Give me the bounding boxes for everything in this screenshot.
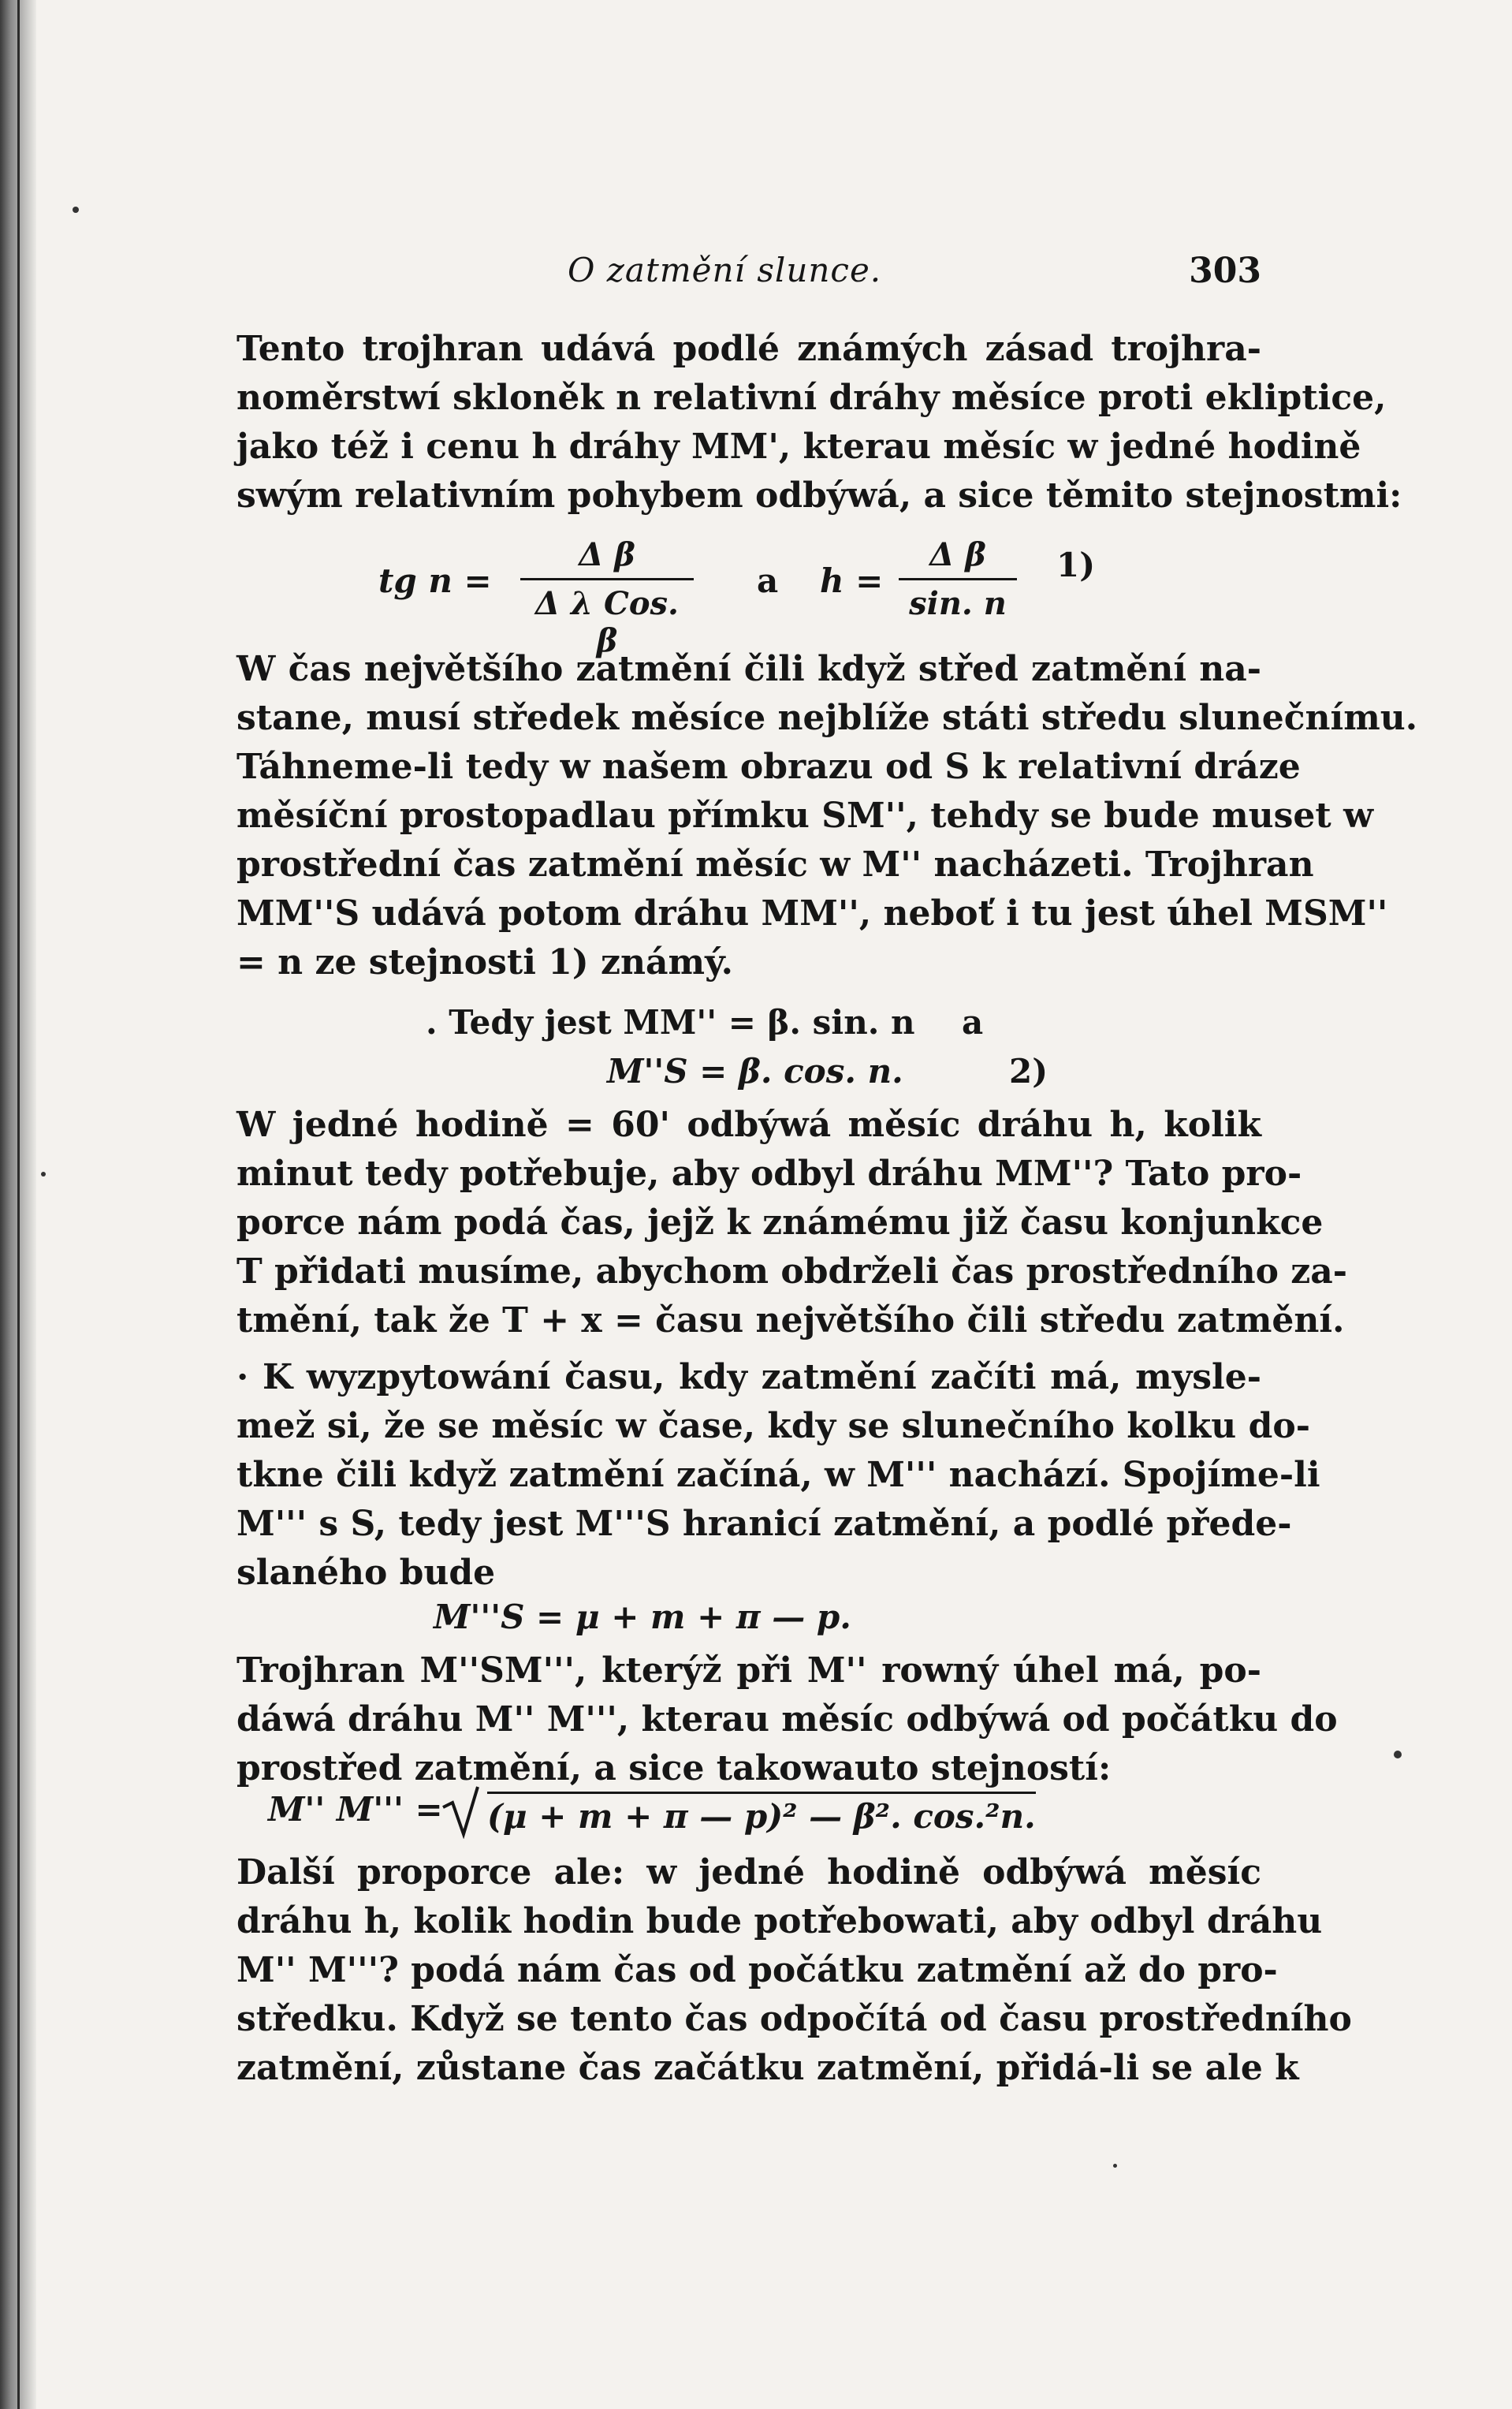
text-line: mež si, že se měsíc w čase, kdy se slunečního kolku do-: [236, 1406, 1310, 1446]
text-line: prostřední čas zatmění měsíc w M'' nacházeti. Trojhran: [236, 845, 1314, 885]
eq1-numerator-2: Δ β: [929, 536, 986, 573]
eq1-denominator-2: sin. n: [909, 585, 1007, 622]
eq1-lhs: tg n =: [378, 561, 492, 600]
text-line: tkne čili když zatmění začíná, w M''' nachází. Spojíme-li: [236, 1455, 1320, 1495]
text-line: MM''S udává potom dráhu MM'', neboť i tu jest úhel MSM'': [236, 893, 1388, 934]
eq1-denominator-1: Δ λ Cos. β: [535, 585, 679, 659]
text-line: Další proporce ale: w jedné hodině odbýwá měsíc: [236, 1852, 1261, 1893]
text-line: měsíční prostopadlau přímku SM'', tehdy se bude muset w: [236, 796, 1373, 836]
scan-speck: [1113, 2164, 1117, 2168]
paragraph-5: [236, 1646, 1338, 1793]
text-line: tmění, tak že T + x = času největšího čili středu zatmění.: [236, 1300, 1345, 1341]
paragraph-1: [236, 325, 1402, 520]
book-page: [236, 0, 1418, 2409]
text-line: slaného bude: [236, 1553, 496, 1593]
text-line: dráhu h, kolik hodin bude potřebowati, aby odbyl dráhu: [236, 1901, 1323, 1941]
text-line: swým relativním pohybem odbýwá, a sice těmito stejnostmi:: [236, 475, 1402, 516]
radical-sign-icon: [441, 1784, 481, 1839]
page-header: [236, 251, 1261, 298]
eq1-fraction-1: [520, 536, 694, 659]
text-line: zatmění, zůstane čas začátku zatmění, přidá-li se ale k: [236, 2048, 1299, 2088]
eq2-line-2: M''S = β. cos. n.: [607, 1052, 903, 1091]
equation-3: M'''S = μ + m + π — p.: [434, 1598, 851, 1636]
text-line: středku. Když se tento čas odpočítá od času prostředního: [236, 1999, 1352, 2039]
text-line: = n ze stejnosti 1) známý.: [236, 942, 733, 983]
eq4-radicand: (μ + m + π — p)² — β². cos.²n.: [487, 1792, 1036, 1836]
text-line: dáwá dráhu M'' M''', kterau měsíc odbýwá od počátku do: [236, 1699, 1338, 1740]
page-number: 303: [1189, 251, 1261, 291]
text-line: W čas největšího zatmění čili když střed zatmění na-: [236, 649, 1261, 689]
eq1-numerator-1: Δ β: [579, 536, 635, 573]
scan-speck: [1394, 1751, 1402, 1758]
text-line: prostřed zatmění, a sice takowauto stejností:: [236, 1748, 1112, 1788]
paragraph-4: [236, 1353, 1320, 1598]
text-line: noměrstwí skloněk n relativní dráhy měsíce proti ekliptice,: [236, 378, 1387, 418]
eq1-fraction-2: [899, 536, 1017, 622]
eq4-lhs: M'' M''' =: [268, 1790, 443, 1829]
text-line: Tento trojhran udává podlé známých zásad trojhra-: [236, 329, 1261, 369]
eq2-number: 2): [1009, 1052, 1048, 1091]
text-line: jako též i cenu h dráhy MM', kterau měsíc w jedné hodině: [236, 427, 1361, 467]
paragraph-3: [236, 1101, 1348, 1345]
text-line: Trojhran M''SM''', kterýž při M'' rowný úhel má, po-: [236, 1650, 1261, 1691]
text-line: porce nám podá čas, jejž k známému již času konjunkce: [236, 1203, 1324, 1243]
running-title: O zatmění slunce.: [568, 251, 882, 289]
text-line: M''' s S, tedy jest M'''S hranicí zatmění, a podlé přede-: [236, 1504, 1292, 1544]
text-line: W jedné hodině = 60' odbýwá měsíc dráhu h, kolik: [236, 1105, 1261, 1145]
eq1-a: a: [757, 561, 779, 600]
scan-speck: [73, 207, 79, 213]
text-line: T přidati musíme, abychom obdrželi čas prostředního za-: [236, 1251, 1348, 1292]
text-line: stane, musí středek měsíce nejblíže státi středu slunečnímu.: [236, 698, 1418, 738]
scan-speck: [41, 1172, 46, 1177]
eq1-number: 1): [1056, 546, 1096, 584]
text-line: · K wyzpytowání času, kdy zatmění začíti má, mysle-: [236, 1357, 1261, 1397]
eq2-line-1: . Tedy jest MM'' = β. sin. n: [426, 1003, 915, 1042]
paragraph-2: [236, 645, 1418, 987]
text-line: Táhneme-li tedy w našem obrazu od S k relativní dráze: [236, 747, 1301, 787]
text-line: minut tedy potřebuje, aby odbyl dráhu MM''? Tato pro-: [236, 1154, 1302, 1194]
text-line: M'' M'''? podá nám čas od počátku zatmění až do pro-: [236, 1950, 1278, 1990]
scan-edge-line: [17, 0, 20, 2409]
eq2-a: a: [962, 1003, 984, 1042]
paragraph-6: [236, 1848, 1352, 2093]
eq1-h: h =: [820, 561, 884, 600]
